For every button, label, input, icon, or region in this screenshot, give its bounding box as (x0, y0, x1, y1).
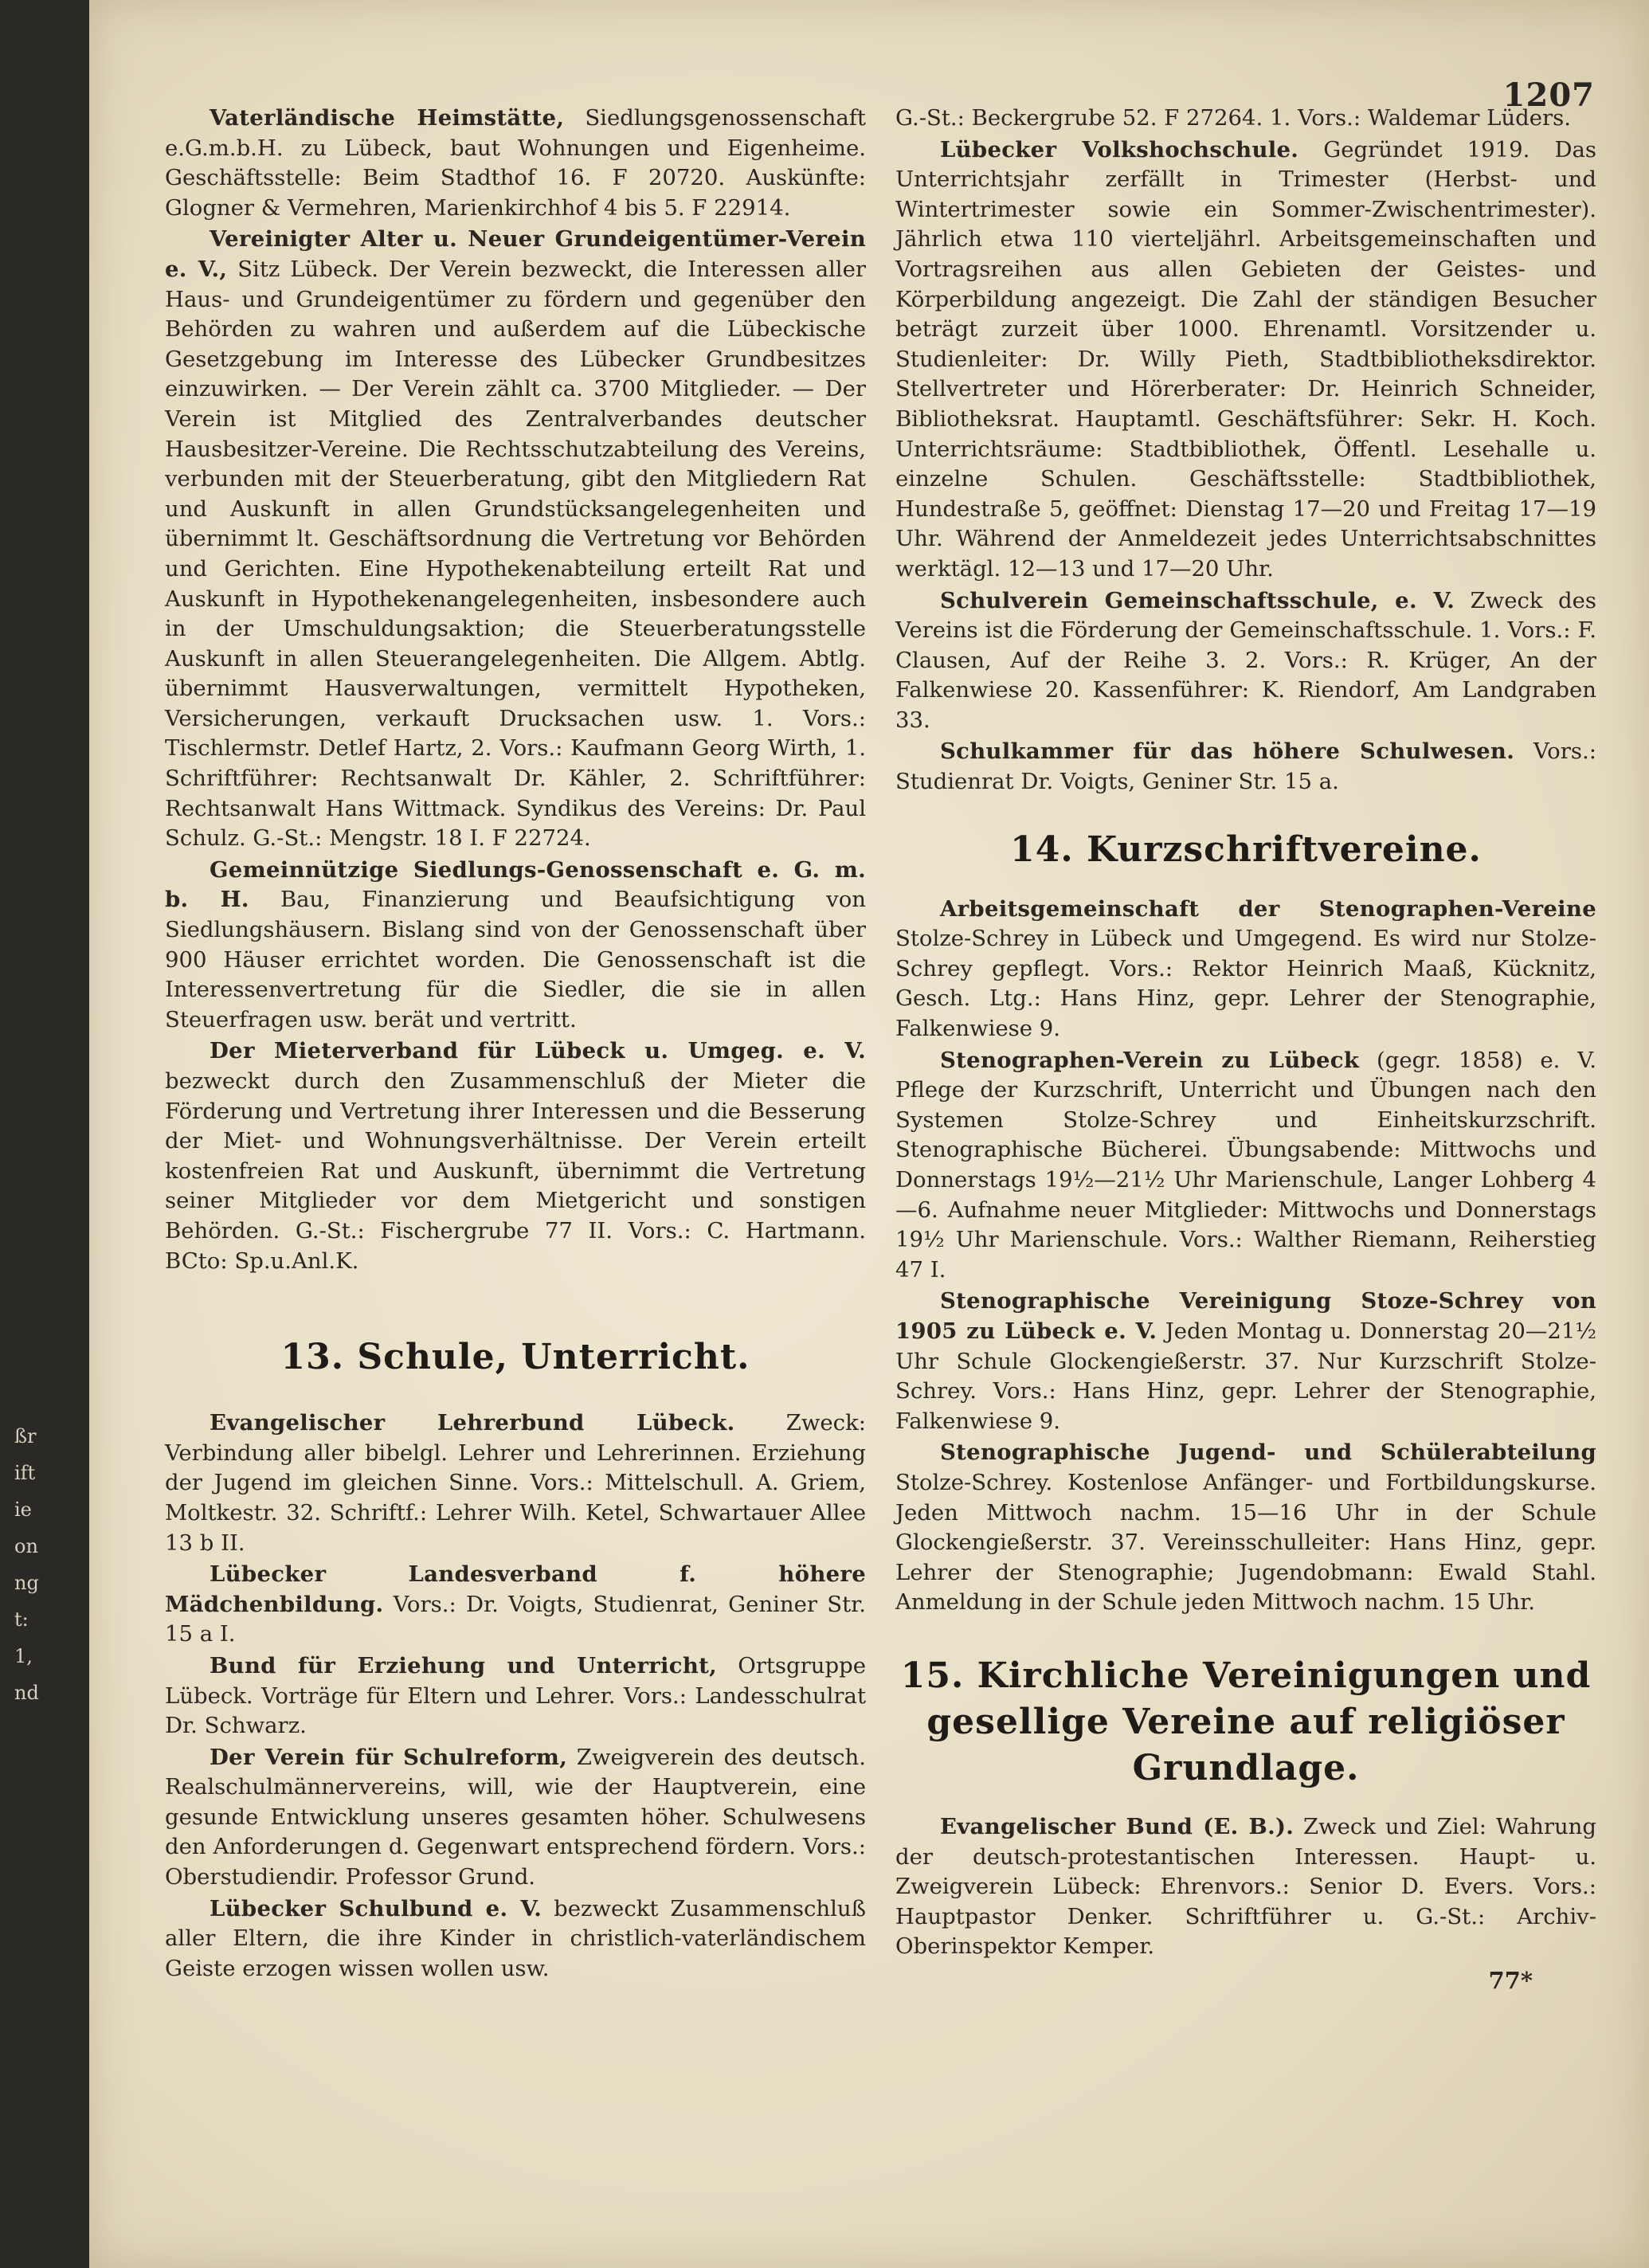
entry-text: Jeden Montag u. Donnerstag 20—21½ Uhr Schule Glockengießerstr. 37. Nur Kurzschrift Stolze-Schrey. Vors.: Hans Hinz, gepr. Lehrer der Stenographie, Falkenwiese 9. (895, 1318, 1596, 1434)
entry-text: Bau, Finanzierung und Beaufsichtigung von Siedlungshäusern. Bislang sind von der Genossenschaft über 900 Häuser errichtet worden. Die Genossenschaft ist die Interessenvertretung für die Siedler, die sie in allen Steuerfragen usw. berät und vertritt. (165, 887, 866, 1032)
entry-continuation (895, 104, 1596, 134)
entry-title: Schulverein Gemeinschaftsschule, e. V. (940, 587, 1455, 613)
entry-maedchenbildung (165, 1560, 866, 1650)
entry-title: Vereinigter Alter u. Neuer Grundeigentümer-Verein e. V., (165, 226, 866, 282)
section-heading-13: 13. Schule, Unterricht. (280, 1337, 750, 1378)
entry-text: Vors.: Studienrat Dr. Voigts, Geniner Str. 15 a. (895, 738, 1596, 795)
entry-bund-erziehung (165, 1651, 866, 1741)
entry-title: Arbeitsgemeinschaft der Stenographen-Vereine (940, 895, 1596, 922)
entry-schulverein (895, 586, 1596, 736)
entry-text: bezweckt durch den Zusammenschluß der Mieter die Förderung und Vertretung ihrer Interessen und die Besserung der Miet- und Wohnungsverhältnisse. Der Verein erteilt kostenfreien Rat und Auskunft, übernimmt die Vertretung seiner Mitglieder vor dem Mietgericht und sonstigen Behörden. G.-St.: Fischergrube 77 II. Vors.: C. Hartmann. BCto: Sp.u.Anl.K. (165, 1068, 866, 1274)
entry-text: (gegr. 1858) e. V. Pflege der Kurzschrift, Unterricht und Übungen nach den Systemen Stolze-Schrey und Einheitskurzschrift. Stenographische Bücherei. Übungsabende: Mittwochs und Donnerstags 19½—21½ Uhr Marienschule, Langer Lohberg 4—6. Aufnahme neuer Mitglieder: Mittwochs und Donnerstags 19½ Uhr Marienschule. Vors.: Walther Riemann, Reiherstieg 47 I. (895, 1047, 1596, 1283)
entry-jugendabteilung (895, 1438, 1596, 1618)
entry-text: Zweigverein des deutsch. Realschulmännervereins, will, wie der Hauptverein, eine gesunde Entwicklung unseres gesamten höher. Schulwesens den Anforderungen d. Gegenwart entsprechend fördern. Vors.: Oberstudiendir. Professor Grund. (165, 1744, 866, 1890)
edge-fragment: ng (14, 1572, 39, 1594)
entry-title: Der Mieterverband für Lübeck u. Umgeg. e. V. (210, 1038, 866, 1064)
section-heading-15: 15. Kirchliche Vereinigungen und gesellige Vereine auf religiöser Grundlage. (900, 1655, 1592, 1788)
entry-text: Zweck und Ziel: Wahrung der deutsch-protestantischen Interessen. Haupt- u. Zweigverein Lübeck: Ehrenvors.: Senior D. Evers. Vors.: Hauptpastor Denker. Schriftführer u. G.-St.: Archiv-Oberinspektor Kemper. (895, 1813, 1596, 1960)
entry-title: Stenographen-Verein zu Lübeck (940, 1047, 1360, 1073)
edge-fragment: 1, (14, 1645, 33, 1667)
entry-siedlungs-genossenschaft (165, 856, 866, 1036)
entry-text: bezweckt Zusammenschluß aller Eltern, die ihre Kinder in christlich-vaterländischem Geiste erzogen wissen wollen usw. (165, 1895, 867, 1981)
entry-vaterlaendische-heimstaette (165, 104, 866, 223)
edge-fragment: ie (14, 1498, 32, 1521)
entry-title: Bund für Erziehung und Unterricht, (210, 1652, 718, 1678)
left-column (165, 104, 866, 1985)
entry-title: Lübecker Schulbund e. V. (210, 1895, 542, 1921)
entry-text: Siedlungsgenossenschaft e.G.m.b.H. zu Lübeck, baut Wohnungen und Eigenheime. Geschäftsstelle: Beim Stadthof 16. F 20720. Auskünfte: Glogner & Vermehren, Marienkirchhof 4 bis 5. F 22914. (165, 105, 866, 221)
entry-mieterverband (165, 1036, 866, 1276)
entry-text: Ortsgruppe Lübeck. Vorträge für Eltern und Lehrer. Vors.: Landesschulrat Dr. Schwarz. (165, 1652, 866, 1739)
right-column (895, 104, 1596, 1994)
entry-title: Lübecker Volkshochschule. (940, 136, 1299, 163)
entry-text: Stolze-Schrey in Lübeck und Umgegend. Es wird nur Stolze-Schrey gepflegt. Vors.: Rektor Heinrich Maaß, Kücknitz, Gesch. Ltg.: Hans Hinz, gepr. Lehrer der Stenographie, Falkenwiese 9. (895, 926, 1596, 1042)
edge-fragment: on (14, 1535, 38, 1557)
edge-fragment: nd (14, 1682, 39, 1704)
edge-fragment: ßr (14, 1425, 37, 1447)
entry-arbeitsgemeinschaft-stenographen (895, 895, 1596, 1044)
entry-text: Stolze-Schrey. Kostenlose Anfänger- und Fortbildungskurse. Jeden Mittwoch nachm. 15—16 Uhr in der Schule Glockengießerstr. 37. Vereinsschulleiter: Hans Hinz, gepr. Lehrer der Stenographie; Jugendobmann: Ewald Stahl. Anmeldung in der Schule jeden Mittwoch nachm. 15 Uhr. (895, 1469, 1596, 1616)
entry-stenographische-vereinigung (895, 1287, 1596, 1436)
entry-evangelischer-bund (895, 1812, 1596, 1962)
edge-fragment: ift (14, 1462, 36, 1484)
section-heading-14: 14. Kurzschriftvereine. (1010, 828, 1482, 870)
entry-title: Evangelischer Lehrerbund Lübeck. (210, 1410, 735, 1436)
adjacent-page-edge (0, 1418, 89, 1711)
entry-text: Zweck: Verbindung aller bibelgl. Lehrer und Lehrerinnen. Erziehung der Jugend im gleichen Sinne. Vors.: Mittelschull. A. Griem, Moltkestr. 32. Schriftf.: Lehrer Wilh. Ketel, Schwartauer Allee 13 b II. (165, 1410, 867, 1556)
entry-schulreform (165, 1743, 866, 1893)
entry-title: Stenographische Vereinigung Stoze-Schrey von 1905 zu Lübeck e. V. (895, 1288, 1596, 1344)
entry-title: Der Verein für Schulreform, (210, 1744, 568, 1770)
entry-schulkammer (895, 737, 1596, 797)
entry-text: Gegründet 1919. Das Unterrichtsjahr zerfällt in Trimester (Herbst- und Wintertrimester sowie ein Sommer-Zwischentrimester). Jährlich etwa 110 vierteljährl. Arbeitsgemeinschaften und Vortragsreihen aus allen Gebieten der Geistes- und Körperbildung angezeigt. Die Zahl der ständigen Besucher beträgt zurzeit über 1000. Ehrenamtl. Vorsitzender u. Studienleiter: Dr. Willy Pieth, Stadtbibliotheksdirektor. Stellvertreter und Hörerberater: Dr. Heinrich Schneider, Bibliotheksrat. Hauptamtl. Geschäftsführer: Sekr. H. Koch. Unterrichtsräume: Stadtbibliothek, Öffentl. Lesehalle u. einzelne Schulen. Geschäftsstelle: Stadtbibliothek, Hundestraße 5, geöffnet: Dienstag 17—20 und Freitag 17—19 Uhr. Während der Anmeldezeit jedes Unterrichtsabschnittes werktägl. 12—13 und 17—20 Uhr. (895, 136, 1596, 582)
edge-fragment: t: (14, 1608, 29, 1631)
entry-text: Vors.: Dr. Voigts, Studienrat, Geniner Str. 15 a I. (165, 1591, 866, 1647)
entry-title: Lübecker Landesverband f. höhere Mädchenbildung. (165, 1561, 866, 1617)
entry-schulbund (165, 1894, 866, 1984)
document-page (89, 0, 1649, 2268)
entry-text: G.-St.: Beckergrube 52. F 27264. 1. Vors.: Waldemar Lüders. (895, 105, 1572, 131)
entry-volkshochschule (895, 135, 1596, 585)
entry-grundeigentuemer-verein (165, 225, 866, 853)
entry-title: Evangelischer Bund (E. B.). (940, 1813, 1295, 1839)
entry-title: Vaterländische Heimstätte, (210, 105, 565, 131)
entry-lehrerbund (165, 1408, 866, 1558)
entry-text: Sitz Lübeck. Der Verein bezweckt, die Interessen aller Haus- und Grundeigentümer zu fördern und gegenüber den Behörden zu wahren und außerdem auf die Lübeckische Gesetzgebung im Interesse des Lübecker Grundbesitzes einzuwirken. — Der Verein zählt ca. 3700 Mitglieder. — Der Verein ist Mitglied des Zentralverbandes deutscher Hausbesitzer-Vereine. Die Rechtsschutzabteilung des Vereins, verbunden mit der Steuerberatung, gibt den Mitgliedern Rat und Auskunft in allen Grundstücksangelegenheiten und übernimmt lt. Geschäftsordnung die Vertretung vor Behörden und Gerichten. Eine Hypothekenabteilung erteilt Rat und Auskunft in Hypothekenangelegenheiten, insbesondere auch in der Umschuldungsaktion; die Steuerberatungsstelle Auskunft in allen Steuerangelegenheiten. Die Allgem. Abtlg. übernimmt Hausverwaltungen, vermittelt Hypotheken, Versicherungen, verkauft Drucksachen usw. 1. Vors.: Tischlermstr. Detlef Hartz, 2. Vors.: Kaufmann Georg Wirth, 1. Schriftführer: Rechtsanwalt Dr. Kähler, 2. Schriftführer: Rechtsanwalt Hans Wittmack. Syndikus des Vereins: Dr. Paul Schulz. G.-St.: Mengstr. 18 I. F 22724. (165, 256, 866, 852)
entry-stenographen-verein (895, 1046, 1596, 1286)
entry-title: Schulkammer für das höhere Schulwesen. (940, 738, 1515, 765)
entry-title: Gemeinnützige Siedlungs-Genossenschaft e. G. m. b. H. (165, 856, 866, 913)
entry-text: Zweck des Vereins ist die Förderung der Gemeinschaftsschule. 1. Vors.: F. Clausen, Auf der Reihe 3. 2. Vors.: R. Krüger, An der Falkenwiese 20. Kassenführer: K. Riendorf, Am Landgraben 33. (895, 587, 1597, 733)
entry-title: Stenographische Jugend- und Schülerabteilung (940, 1440, 1596, 1466)
signature-mark: 77* (1488, 1966, 1533, 1994)
page-number: 1207 (1502, 76, 1595, 114)
